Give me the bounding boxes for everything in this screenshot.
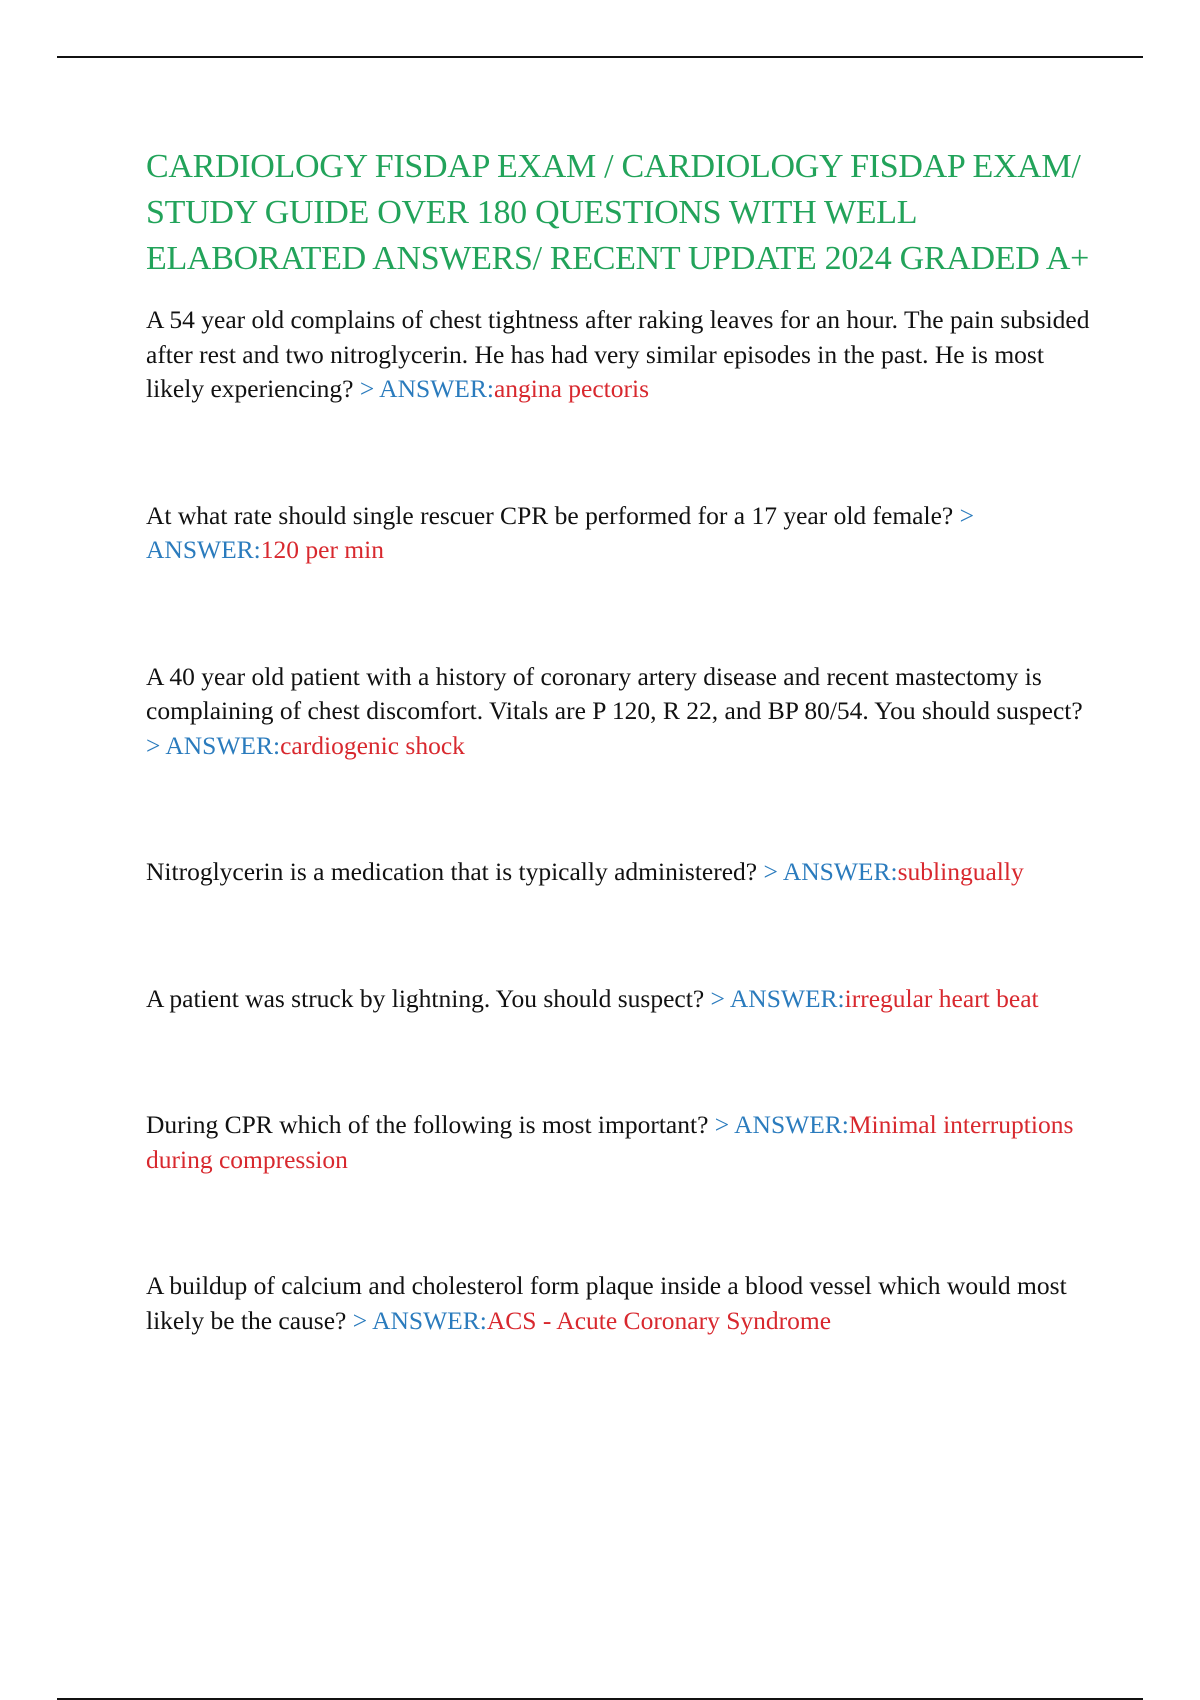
document-body (146, 144, 1092, 1338)
question-text: At what rate should single rescuer CPR be performed for a 17 year old female? (146, 500, 954, 530)
question-text: A buildup of calcium and cholesterol form plaque inside a blood vessel which would most likely be the cause? (146, 1271, 1067, 1335)
question-text: Nitroglycerin is a medication that is typically administered? (146, 857, 758, 886)
qa-item-2 (146, 499, 1092, 568)
qa-item-4 (146, 855, 1092, 890)
answer-text: irregular heart beat (844, 983, 1039, 1013)
document-title: CARDIOLOGY FISDAP EXAM / CARDIOLOGY FISDAP EXAM/ STUDY GUIDE OVER 180 QUESTIONS WITH WELL ELABORATED ANSWERS/ RECENT UPDATE 2024 GRADED A+ (146, 148, 1089, 277)
answer-text: angina pectoris (493, 374, 650, 403)
question-text: A patient was struck by lightning. You should suspect? (146, 983, 705, 1013)
qa-item-3 (146, 660, 1092, 764)
qa-item-1 (146, 303, 1092, 407)
question-text: A 54 year old complains of chest tightness after raking leaves for an hour. The pain subsided after rest and two nitroglycerin. He has had very similar episodes in the past. He is most likely experiencing? (146, 305, 1090, 403)
answer-label: > ANSWER: (352, 1305, 487, 1335)
header-rule (57, 56, 1143, 58)
answer-text: Minimal interruptions during compression (146, 1110, 1074, 1174)
qa-item-7 (146, 1269, 1092, 1338)
qa-item-6 (146, 1108, 1092, 1177)
answer-label: > ANSWER: (763, 857, 898, 886)
answer-label: > ANSWER: (714, 1110, 849, 1139)
answer-text: sublingually (897, 857, 1024, 886)
answer-label: > ANSWER: (146, 730, 281, 760)
answer-text: 120 per min (260, 535, 384, 564)
answer-text: cardiogenic shock (280, 730, 465, 760)
question-text: A 40 year old patient with a history of coronary artery disease and recent mastectomy is complaining of chest discomfort. Vitals are P 120, R 22, and BP 80/54. You should suspect? (146, 661, 1083, 725)
question-list (146, 303, 1092, 1338)
answer-label: > ANSWER: (146, 500, 974, 564)
answer-label: > ANSWER: (710, 983, 845, 1013)
answer-text: ACS - Acute Coronary Syndrome (486, 1305, 832, 1335)
qa-item-5 (146, 982, 1092, 1017)
answer-label: > ANSWER: (359, 374, 494, 403)
question-text: During CPR which of the following is most important? (146, 1110, 709, 1139)
